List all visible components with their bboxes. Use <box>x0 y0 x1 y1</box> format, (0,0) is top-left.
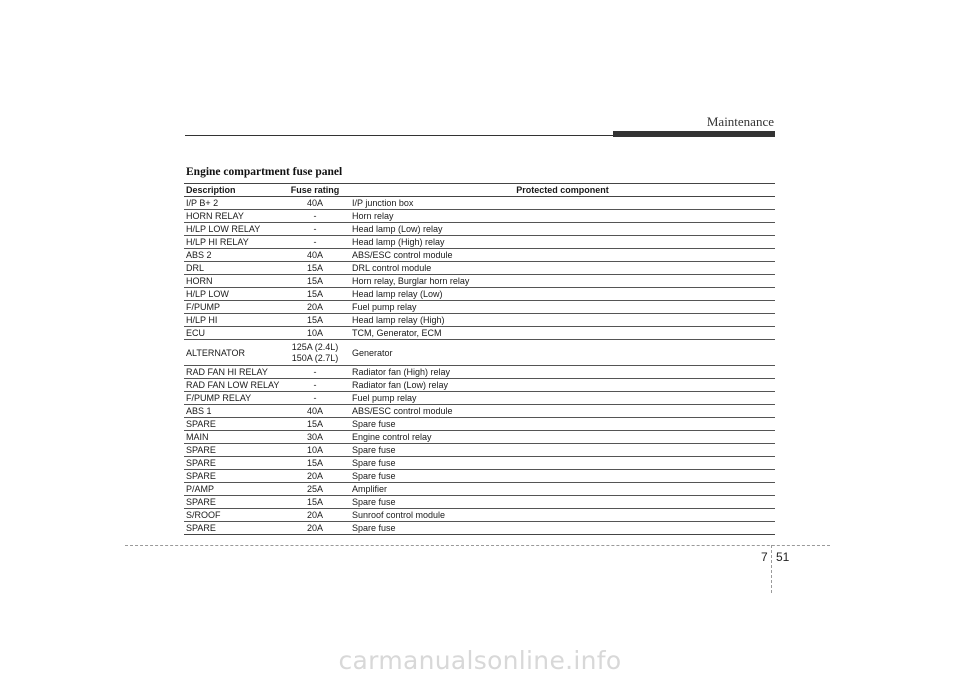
fuse-description: SPARE <box>184 522 282 535</box>
fuse-rating <box>282 444 348 457</box>
fuse-rating-value: 15A <box>306 275 323 286</box>
protected-component: Generator <box>348 340 775 366</box>
fuse-rating-value: 20A <box>306 470 323 481</box>
fuse-rating-value: 125A (2.4L) <box>291 341 339 352</box>
fuse-description: H/LP HI <box>184 314 282 327</box>
fuse-rating <box>282 418 348 431</box>
table-row <box>184 379 775 392</box>
fuse-rating <box>282 470 348 483</box>
fuse-description: ECU <box>184 327 282 340</box>
table-row <box>184 483 775 496</box>
fuse-rating <box>282 236 348 249</box>
table-row <box>184 327 775 340</box>
table-row <box>184 314 775 327</box>
table-row <box>184 418 775 431</box>
watermark: carmanualsonline.info <box>338 646 622 675</box>
fuse-rating <box>282 405 348 418</box>
fuse-rating <box>282 509 348 522</box>
fuse-rating-value: 40A <box>306 249 323 260</box>
header-rule <box>185 135 613 136</box>
page-number: 51 <box>776 550 790 564</box>
fuse-rating-value: 40A <box>306 405 323 416</box>
fuse-description: H/LP LOW RELAY <box>184 223 282 236</box>
table-row <box>184 249 775 262</box>
fuse-rating <box>282 249 348 262</box>
fuse-description: I/P B+ 2 <box>184 197 282 210</box>
fuse-rating-value: 15A <box>306 418 323 429</box>
fuse-rating-value: 10A <box>306 444 323 455</box>
protected-component: Radiator fan (Low) relay <box>348 379 775 392</box>
fuse-rating <box>282 457 348 470</box>
protected-component: Sunroof control module <box>348 509 775 522</box>
fuse-rating-value: 25A <box>306 483 323 494</box>
table-row <box>184 340 775 366</box>
protected-component: Horn relay <box>348 210 775 223</box>
fuse-description: S/ROOF <box>184 509 282 522</box>
table-row <box>184 509 775 522</box>
fuse-rating-value: - <box>313 223 317 234</box>
fuse-description: ABS 1 <box>184 405 282 418</box>
fuse-description: H/LP HI RELAY <box>184 236 282 249</box>
protected-component: Radiator fan (High) relay <box>348 366 775 379</box>
fuse-rating <box>282 522 348 535</box>
fuse-rating-value: - <box>313 236 317 247</box>
header-accent-bar <box>613 131 775 137</box>
protected-component: Head lamp (Low) relay <box>348 223 775 236</box>
table-row <box>184 431 775 444</box>
fuse-rating-value: - <box>313 379 317 390</box>
fuse-rating <box>282 210 348 223</box>
table-row <box>184 457 775 470</box>
fuse-rating-value: 15A <box>306 457 323 468</box>
protected-component: Spare fuse <box>348 457 775 470</box>
fuse-description: SPARE <box>184 418 282 431</box>
chapter-number: 7 <box>761 550 768 564</box>
footer-divider <box>771 545 772 593</box>
protected-component: ABS/ESC control module <box>348 405 775 418</box>
fuse-rating <box>282 275 348 288</box>
fuse-rating <box>282 431 348 444</box>
fuse-description: HORN <box>184 275 282 288</box>
fuse-rating <box>282 197 348 210</box>
fuse-table-body <box>184 197 775 535</box>
fuse-rating <box>282 301 348 314</box>
protected-component: DRL control module <box>348 262 775 275</box>
fuse-description: SPARE <box>184 444 282 457</box>
fuse-rating <box>282 379 348 392</box>
fuse-rating-value: - <box>313 392 317 403</box>
fuse-rating <box>282 262 348 275</box>
fuse-description: SPARE <box>184 496 282 509</box>
table-row <box>184 366 775 379</box>
table-row <box>184 522 775 535</box>
fuse-rating-value: 150A (2.7L) <box>291 352 339 363</box>
protected-component: Engine control relay <box>348 431 775 444</box>
table-row <box>184 496 775 509</box>
protected-component: Spare fuse <box>348 496 775 509</box>
protected-component: Spare fuse <box>348 418 775 431</box>
fuse-rating-value: 20A <box>306 522 323 533</box>
fuse-rating <box>282 288 348 301</box>
table-row <box>184 288 775 301</box>
fuse-description: HORN RELAY <box>184 210 282 223</box>
fuse-description: RAD FAN LOW RELAY <box>184 379 282 392</box>
fuse-table <box>184 183 775 535</box>
fuse-rating-value: 15A <box>306 496 323 507</box>
protected-component: Fuel pump relay <box>348 301 775 314</box>
protected-component: Spare fuse <box>348 444 775 457</box>
fuse-description: ABS 2 <box>184 249 282 262</box>
fuse-rating <box>282 392 348 405</box>
fuse-rating <box>282 496 348 509</box>
fuse-description: ALTERNATOR <box>184 340 282 366</box>
protected-component: Fuel pump relay <box>348 392 775 405</box>
protected-component: TCM, Generator, ECM <box>348 327 775 340</box>
table-row <box>184 301 775 314</box>
protected-component: Spare fuse <box>348 470 775 483</box>
fuse-description: SPARE <box>184 470 282 483</box>
protected-component: Head lamp relay (Low) <box>348 288 775 301</box>
table-header-row <box>184 184 775 197</box>
protected-component: Amplifier <box>348 483 775 496</box>
fuse-rating-value: 20A <box>306 509 323 520</box>
table-row <box>184 197 775 210</box>
fuse-description: F/PUMP <box>184 301 282 314</box>
protected-component: Head lamp relay (High) <box>348 314 775 327</box>
fuse-rating-value: 40A <box>306 197 323 208</box>
column-header-fuse-rating: Fuse rating <box>282 184 348 197</box>
table-row <box>184 236 775 249</box>
table-row <box>184 405 775 418</box>
fuse-rating-value: 20A <box>306 301 323 312</box>
table-row <box>184 392 775 405</box>
fuse-rating <box>282 314 348 327</box>
fuse-rating-value: 15A <box>306 262 323 273</box>
table-row <box>184 210 775 223</box>
fuse-rating-value: - <box>313 210 317 221</box>
fuse-rating-value: 30A <box>306 431 323 442</box>
column-header-protected-component: Protected component <box>348 184 775 197</box>
fuse-rating-value: 15A <box>306 288 323 299</box>
fuse-rating <box>282 366 348 379</box>
fuse-description: RAD FAN HI RELAY <box>184 366 282 379</box>
fuse-rating-value: 15A <box>306 314 323 325</box>
table-row <box>184 470 775 483</box>
table-row <box>184 275 775 288</box>
fuse-description: MAIN <box>184 431 282 444</box>
table-row <box>184 223 775 236</box>
table-title: Engine compartment fuse panel <box>186 166 343 178</box>
fuse-rating <box>282 223 348 236</box>
protected-component: Horn relay, Burglar horn relay <box>348 275 775 288</box>
fuse-rating-value: - <box>313 366 317 377</box>
column-header-description: Description <box>184 184 282 197</box>
footer-rule <box>125 545 830 546</box>
fuse-rating-value: 10A <box>306 327 323 338</box>
section-title: Maintenance <box>706 114 774 129</box>
fuse-description: DRL <box>184 262 282 275</box>
protected-component: ABS/ESC control module <box>348 249 775 262</box>
protected-component: Spare fuse <box>348 522 775 535</box>
fuse-description: H/LP LOW <box>184 288 282 301</box>
protected-component: Head lamp (High) relay <box>348 236 775 249</box>
fuse-description: SPARE <box>184 457 282 470</box>
fuse-description: F/PUMP RELAY <box>184 392 282 405</box>
fuse-description: P/AMP <box>184 483 282 496</box>
protected-component: I/P junction box <box>348 197 775 210</box>
table-row <box>184 262 775 275</box>
fuse-rating <box>282 327 348 340</box>
fuse-rating <box>282 340 348 366</box>
fuse-rating <box>282 483 348 496</box>
table-row <box>184 444 775 457</box>
